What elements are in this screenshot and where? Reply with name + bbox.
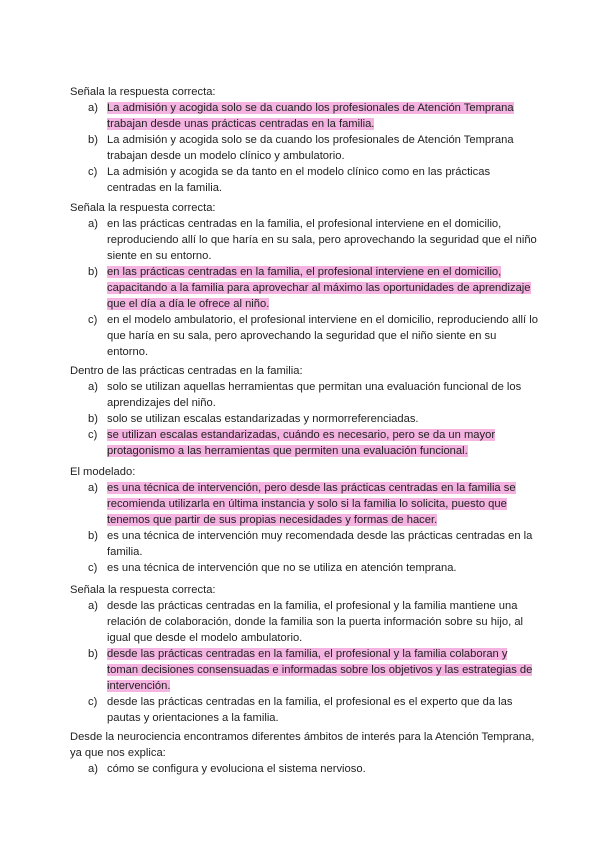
option-text: La admisión y acogida se da tanto en el modelo clínico como en las prácticas centradas en la familia. (107, 166, 491, 194)
answer-option-c (70, 427, 540, 459)
option-label: a) (88, 763, 98, 775)
question-stem: Señala la respuesta correcta: (70, 86, 216, 98)
option-label: c) (88, 696, 98, 708)
option-label: c) (88, 562, 98, 574)
option-text: en el modelo ambulatorio, el profesional interviene en el domicilio, reproduciendo allí lo que haría en su sala, pero aprovechando la seguridad que el niño siente en su entorno. (107, 314, 538, 358)
option-text: solo se utilizan escalas estandarizadas y normorreferenciadas. (107, 413, 419, 425)
answer-option-b (70, 528, 540, 560)
option-text (107, 427, 540, 459)
option-label: b) (88, 413, 98, 425)
option-label: b) (88, 530, 98, 542)
option-text: es una técnica de intervención muy recomendada desde las prácticas centradas en la familia. (107, 530, 533, 558)
question-stem: Dentro de las prácticas centradas en la familia: (70, 365, 303, 377)
option-label: a) (88, 381, 98, 393)
answer-option-b (70, 646, 540, 694)
answer-option-a (70, 379, 540, 411)
question-stem: El modelado: (70, 466, 136, 478)
option-text: desde las prácticas centradas en la familia, el profesional es el experto que da las pautas y orientaciones a la familia. (107, 696, 513, 724)
option-label: b) (88, 648, 98, 660)
option-text (107, 480, 540, 528)
question-3 (70, 363, 540, 459)
option-text (107, 646, 540, 694)
option-text: cómo se configura y evoluciona el sistema nervioso. (107, 763, 366, 775)
answer-option-c (70, 164, 540, 196)
option-label: a) (88, 218, 98, 230)
question-stem: Señala la respuesta correcta: (70, 584, 216, 596)
option-text (107, 100, 540, 132)
option-text: desde las prácticas centradas en la familia, el profesional y la familia mantiene una relación de colaboración, donde la familia son la puerta información sobre su hijo, al igual que desde el modelo ambulatorio. (107, 600, 524, 644)
option-label: a) (88, 600, 98, 612)
answer-option-b (70, 132, 540, 164)
question-stem: Desde la neurociencia encontramos diferentes ámbitos de interés para la Atención Temprana, ya que nos explica: (70, 731, 535, 759)
answer-option-a (70, 100, 540, 132)
option-label: a) (88, 482, 98, 494)
answer-option-a (70, 761, 540, 777)
option-label: c) (88, 429, 98, 441)
option-label: c) (88, 166, 98, 178)
highlighted-answer: se utilizan escalas estandarizadas, cuándo es necesario, pero se da un mayor protagonismo a las herramientas que permiten una evaluación funcional. (107, 429, 496, 457)
answer-option-c (70, 560, 540, 576)
option-text: La admisión y acogida solo se da cuando los profesionales de Atención Temprana trabajan desde un modelo clínico y ambulatorio. (107, 134, 514, 162)
highlighted-answer: en las prácticas centradas en la familia, el profesional interviene en el domicilio, capacitando a la familia para aprovechar al máximo las oportunidades de aprendizaje que el día a día le ofrece al niño. (107, 266, 531, 310)
highlighted-answer: La admisión y acogida solo se da cuando los profesionales de Atención Temprana trabajan desde unas prácticas centradas en la familia. (107, 102, 514, 130)
option-label: c) (88, 314, 98, 326)
answer-option-c (70, 694, 540, 726)
answer-option-b (70, 264, 540, 312)
answer-option-c (70, 312, 540, 360)
option-text: solo se utilizan aquellas herramientas que permitan una evaluación funcional de los aprendizajes del niño. (107, 381, 522, 409)
answer-option-a (70, 598, 540, 646)
answer-option-a (70, 480, 540, 528)
answer-option-a (70, 216, 540, 264)
highlighted-answer: desde las prácticas centradas en la familia, el profesional y la familia colaboran y toman decisiones consensuadas e informadas sobre los objetivos y las estrategias de intervención. (107, 648, 533, 692)
question-4 (70, 464, 540, 576)
option-text: en las prácticas centradas en la familia, el profesional interviene en el domicilio, reproduciendo allí lo que haría en su sala, pero aprovechando la seguridad que el niño siente en su entorno. (107, 218, 537, 262)
option-label: a) (88, 102, 98, 114)
option-text: es una técnica de intervención que no se utiliza en atención temprana. (107, 562, 457, 574)
option-text (107, 264, 540, 312)
question-stem: Señala la respuesta correcta: (70, 202, 216, 214)
highlighted-answer: es una técnica de intervención, pero desde las prácticas centradas en la familia se recomienda utilizarla en última instancia y solo si la familia lo solicita, puesto que tenemos que partir de sus propias necesidades y formas de hacer. (107, 482, 516, 526)
question-5 (70, 582, 540, 726)
question-1 (70, 84, 540, 196)
question-6 (70, 729, 540, 777)
option-label: b) (88, 266, 98, 278)
question-2 (70, 200, 540, 360)
option-label: b) (88, 134, 98, 146)
answer-option-b (70, 411, 540, 427)
